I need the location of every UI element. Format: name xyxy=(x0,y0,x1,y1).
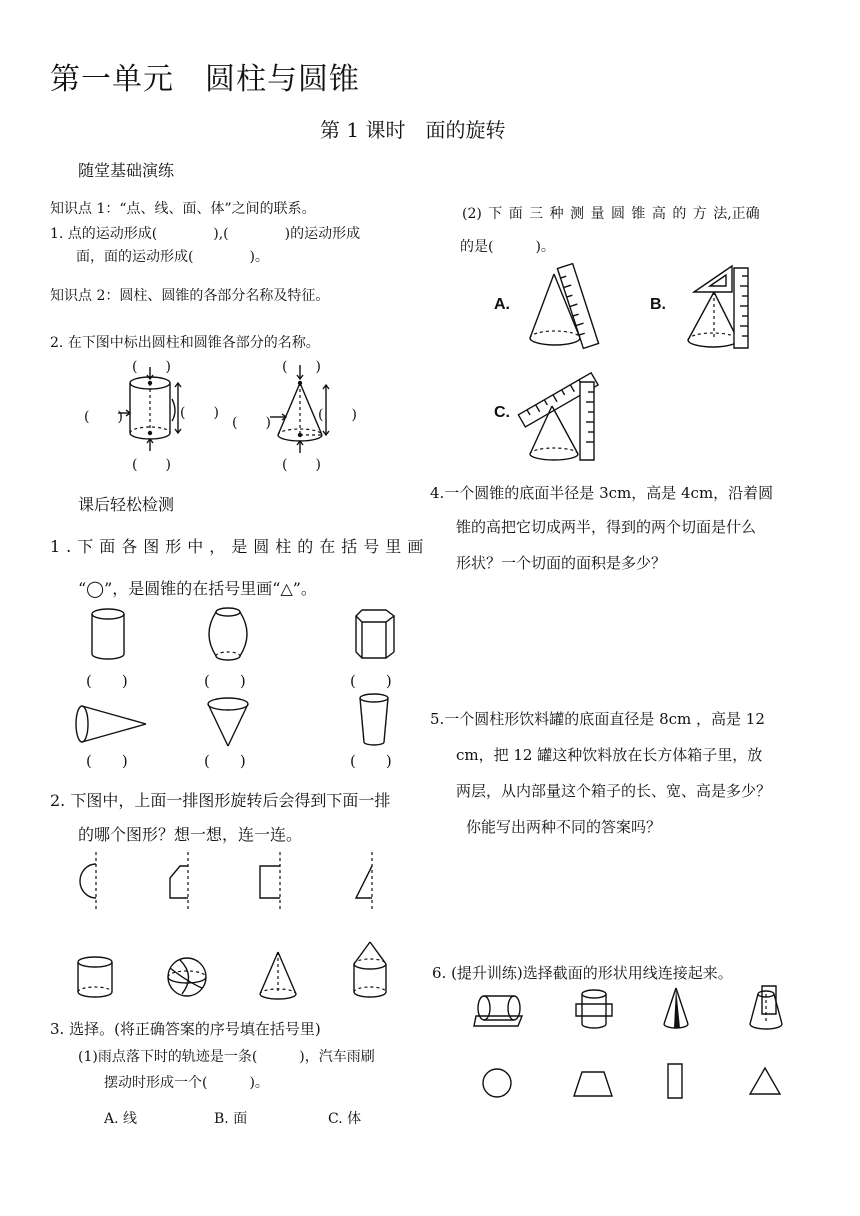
cone-base-label-blank: ( ) xyxy=(282,457,321,473)
cylinder-bottom-label-blank: ( ) xyxy=(132,457,171,473)
unit-title: 第一单元 圆柱与圆锥 xyxy=(50,62,360,97)
shape-barrel xyxy=(206,606,250,662)
question-3-1-line-1: (1)雨点落下时的轨迹是一条( )，汽车雨刷 xyxy=(78,1049,375,1065)
method-b-label: B. xyxy=(650,296,666,313)
solid-cone-on-cylinder xyxy=(348,940,396,1002)
section-rectangle xyxy=(664,1062,688,1102)
cylinder-height-label-blank: ( ) xyxy=(180,405,219,421)
question-4-line-3: 形状？一个切面的面积是多少？ xyxy=(456,554,667,572)
cone-measure-method-c xyxy=(516,360,606,464)
section-trapezoid xyxy=(572,1070,616,1100)
solid-cylinder xyxy=(76,954,116,1000)
rectangle-figure xyxy=(250,852,290,910)
cylinder-top-label-blank: ( ) xyxy=(132,359,171,375)
sectioned-cone-vertical xyxy=(660,986,694,1034)
option-a: A. 线 xyxy=(104,1111,138,1127)
question-4-line-1: 4.一个圆锥的底面半径是 3cm，高是 4cm，沿着圆 xyxy=(430,484,774,502)
after-question-1-line-2: “◯”，是圆锥的在括号里画“△”。 xyxy=(78,579,317,598)
question-5-line-4: 你能写出两种不同的答案吗？ xyxy=(466,818,662,836)
shape-cylinder xyxy=(88,606,128,662)
after-question-2-line-1: 2. 下图中，上面一排图形旋转后会得到下面一排 xyxy=(50,791,391,810)
question-3-2-line-1: (2) 下 面 三 种 测 量 圆 锥 高 的 方 法,正确 xyxy=(462,206,760,222)
question-5-line-3: 两层，从内部量这个箱子的长、宽、高是多少？ xyxy=(456,782,772,800)
cone-inverted-answer-blank: ( ) xyxy=(204,752,246,770)
trapezoid-figure xyxy=(160,852,200,910)
cone-apex-label-blank: ( ) xyxy=(282,359,321,375)
cylinder-answer-blank: ( ) xyxy=(86,672,128,690)
question-2-line: 2. 在下图中标出圆柱和圆锥各部分的名称。 xyxy=(50,335,320,351)
barrel-answer-blank: ( ) xyxy=(204,672,246,690)
solid-cone xyxy=(256,950,302,1002)
sectioned-cylinder-horizontal xyxy=(474,990,524,1032)
solid-sphere xyxy=(166,956,210,1000)
option-c: C. 体 xyxy=(328,1111,362,1127)
question-6-line: 6. (提升训练)选择截面的形状用线连接起来。 xyxy=(432,964,733,982)
cone-measure-method-b xyxy=(680,262,760,356)
section-circle xyxy=(480,1066,516,1102)
shape-cone-inverted xyxy=(204,694,254,752)
cone-measure-method-a xyxy=(522,266,602,356)
triangle-figure xyxy=(346,852,386,910)
shape-cup xyxy=(356,692,396,748)
question-3-line: 3. 选择。(将正确答案的序号填在括号里) xyxy=(50,1020,321,1038)
prism-answer-blank: ( ) xyxy=(350,672,392,690)
question-4-line-2: 锥的高把它切成两半，得到的两个切面是什么 xyxy=(456,518,757,536)
section-triangle xyxy=(748,1066,784,1100)
half-circle-figure xyxy=(70,852,110,910)
question-3-1-line-2: 摆动时形成一个( )。 xyxy=(104,1075,269,1091)
method-a-label: A. xyxy=(494,296,510,313)
after-question-2-line-2: 的哪个图形？想一想，连一连。 xyxy=(78,825,303,844)
question-1-line-2: 面，面的运动形成( )。 xyxy=(76,249,269,265)
shape-hexagonal-prism xyxy=(354,606,398,662)
sectioned-frustum xyxy=(744,984,794,1034)
knowledge-point-1: 知识点 1：“点、线、面、体”之间的联系。 xyxy=(50,201,316,217)
sectioned-cylinder-vertical xyxy=(574,988,616,1032)
cup-answer-blank: ( ) xyxy=(350,752,392,770)
lesson-title: 第 1 课时 面的旋转 xyxy=(320,118,506,142)
question-1-line-1: 1. 点的运动形成( ),( )的运动形成 xyxy=(50,226,361,242)
shape-cone-sideways xyxy=(74,702,150,746)
section-after-heading: 课后轻松检测 xyxy=(78,495,175,514)
method-c-label: C. xyxy=(494,404,510,421)
knowledge-point-2: 知识点 2：圆柱、圆锥的各部分名称及特征。 xyxy=(50,288,330,304)
question-5-line-1: 5.一个圆柱形饮料罐的底面直径是 8cm ，高是 12 xyxy=(430,710,765,728)
after-question-1-line-1: 1.下面各图形中，是圆柱的在括号里画 xyxy=(50,537,430,556)
question-3-2-line-2: 的是( )。 xyxy=(460,239,555,255)
cone-height-label-blank: ( ) xyxy=(318,407,357,423)
cylinder-side-label-blank: ( ) xyxy=(84,409,123,425)
question-5-line-2: cm，把 12 罐这种饮料放在长方体箱子里，放 xyxy=(456,746,763,764)
cone-side-label-blank: ( ) xyxy=(232,415,271,431)
option-b: B. 面 xyxy=(214,1111,248,1127)
section-basic-heading: 随堂基础演练 xyxy=(78,161,175,180)
cone-sideways-answer-blank: ( ) xyxy=(86,752,128,770)
